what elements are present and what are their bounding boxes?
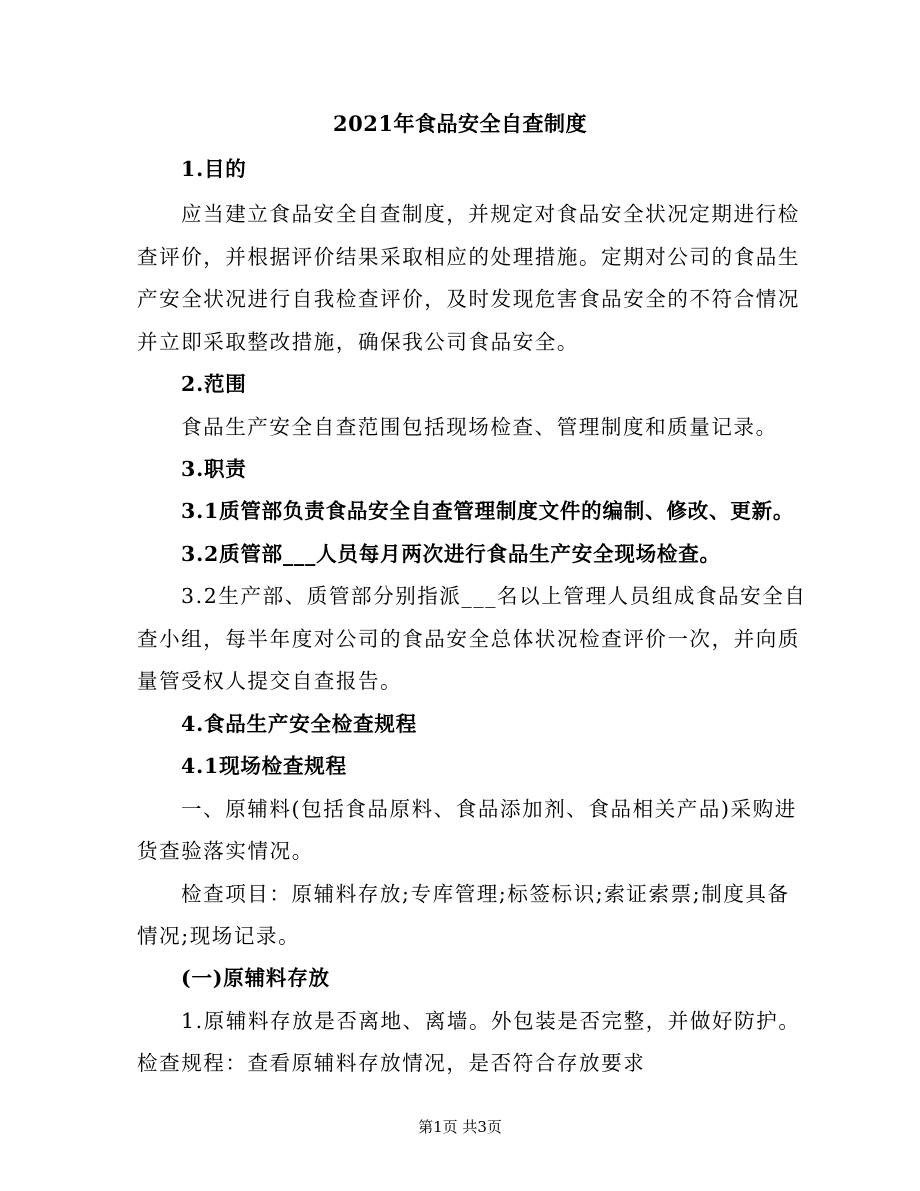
bold-paragraph-line: 3.2质管部___人员每月两次进行食品生产安全现场检查。 (181, 542, 721, 566)
page-number: 第1页 共3页 (418, 1118, 502, 1136)
paragraph-line: 食品生产安全自查范围包括现场检查、管理制度和质量记录。 (181, 415, 778, 439)
section-heading-scope: 2.范围 (181, 372, 247, 396)
paragraph-line: 一、原辅料(包括食品原料、食品添加剂、食品相关产品)采购进 (181, 797, 797, 821)
paragraph-line: 查评价，并根据评价结果采取相应的处理措施。定期对公司的食品生 (137, 245, 800, 269)
paragraph-line: 产安全状况进行自我检查评价，及时发现危害食品安全的不符合情况 (137, 287, 800, 311)
paragraph-line: 量管受权人提交自查报告。 (137, 669, 403, 693)
paragraph-line: 1.原辅料存放是否离地、离墙。外包装是否完整，并做好防护。 (181, 1009, 801, 1033)
paragraph-line: 货查验落实情况。 (137, 839, 314, 863)
paragraph-line: 应当建立食品安全自查制度，并规定对食品安全状况定期进行检 (181, 202, 800, 226)
subsection-heading: 4.1现场检查规程 (181, 754, 347, 778)
document-title: 2021年食品安全自查制度 (333, 111, 587, 136)
subsection-heading: (一)原辅料存放 (181, 966, 330, 990)
bold-paragraph-line: 3.1质管部负责食品安全自查管理制度文件的编制、修改、更新。 (181, 499, 795, 523)
section-heading-purpose: 1.目的 (181, 157, 247, 181)
paragraph-line: 检查规程：查看原辅料存放情况，是否符合存放要求 (137, 1051, 646, 1075)
paragraph-line: 3.2生产部、质管部分别指派___名以上管理人员组成食品安全自 (181, 584, 807, 608)
paragraph-line: 情况;现场记录。 (137, 924, 301, 948)
section-heading-procedure: 4.食品生产安全检查规程 (181, 712, 418, 736)
paragraph-line: 并立即采取整改措施，确保我公司食品安全。 (137, 330, 579, 354)
section-heading-duties: 3.职责 (181, 457, 247, 481)
paragraph-line: 查小组，每半年度对公司的食品安全总体状况检查评价一次，并向质 (137, 627, 800, 651)
paragraph-line: 检查项目：原辅料存放;专库管理;标签标识;索证索票;制度具备 (181, 882, 790, 906)
